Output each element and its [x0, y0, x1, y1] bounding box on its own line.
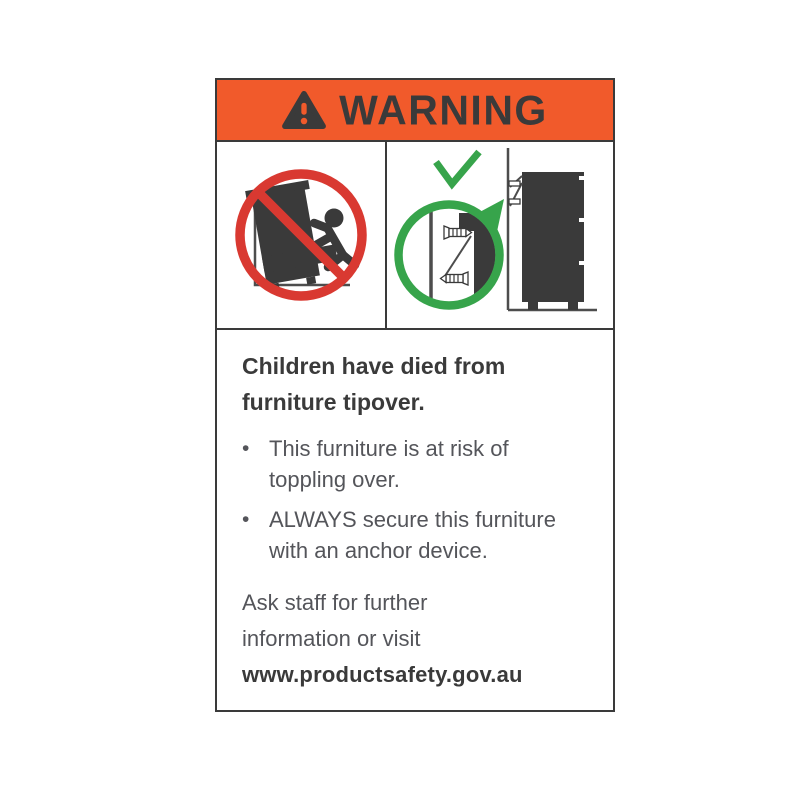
text-section	[217, 330, 613, 693]
bullet-line: ALWAYS secure this furniture	[269, 507, 556, 532]
tipover-warning-label	[215, 78, 615, 712]
green-check-icon	[436, 152, 479, 184]
bullet-line: toppling over.	[269, 467, 400, 492]
bullet-item	[242, 433, 593, 495]
anchored-pictogram-cell	[387, 142, 613, 328]
dresser-silhouette	[522, 172, 584, 310]
bullet-line: with an anchor device.	[269, 538, 488, 563]
footer	[242, 585, 593, 693]
heading-line-1: Children have died from	[242, 353, 506, 379]
warning-triangle-icon	[282, 90, 326, 130]
heading	[242, 348, 593, 420]
bullet-text	[269, 433, 509, 495]
footer-line-2: information or visit	[242, 626, 421, 651]
furniture-anchored-to-wall-icon	[387, 142, 613, 328]
bullet-text	[269, 504, 556, 566]
bullet-dot: •	[242, 508, 250, 531]
bullet-dot: •	[242, 437, 250, 460]
warning-title: WARNING	[339, 86, 548, 133]
bullet-line: This furniture is at risk of	[269, 436, 509, 461]
furniture-tipover-prohibited-icon	[217, 142, 385, 328]
bullet-item	[242, 504, 593, 566]
bullet-list	[242, 433, 593, 566]
pictogram-row	[217, 142, 613, 330]
footer-url: www.productsafety.gov.au	[242, 662, 523, 687]
warning-header	[217, 80, 613, 142]
heading-line-2: furniture tipover.	[242, 389, 425, 415]
prohibited-pictogram-cell	[217, 142, 387, 328]
footer-line-1: Ask staff for further	[242, 590, 428, 615]
anchor-straps	[509, 176, 522, 206]
